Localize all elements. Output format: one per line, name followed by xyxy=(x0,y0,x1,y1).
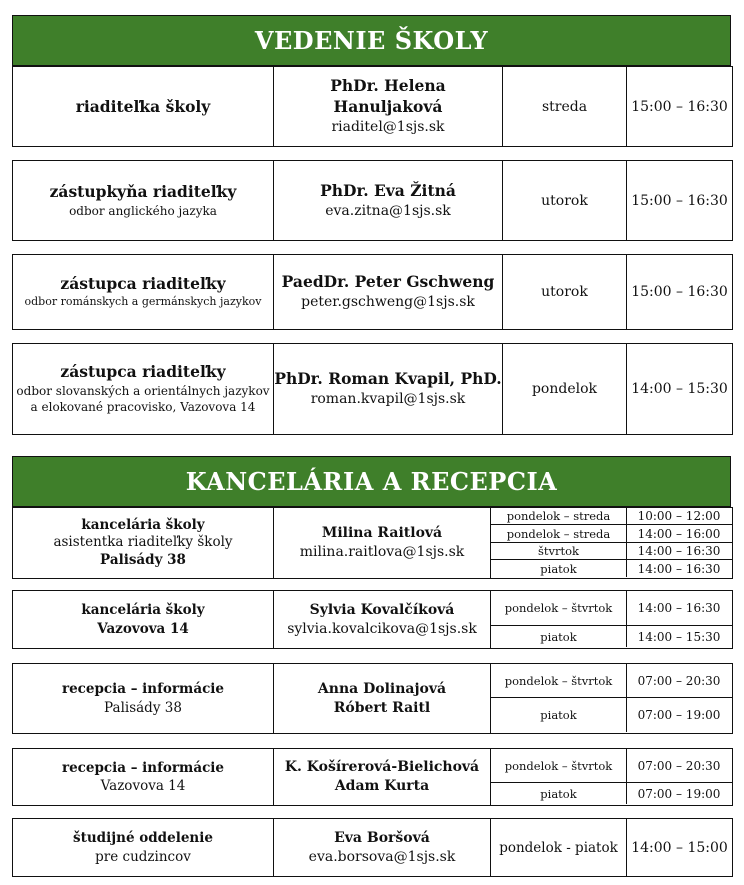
department-label: odbor slovanských a orientálnych jazykov xyxy=(16,384,270,399)
office-sublabel: asistentka riaditeľky školy xyxy=(53,534,233,551)
role-label: riaditeľka školy xyxy=(75,97,211,116)
person-name: Milina Raitlová xyxy=(321,525,443,542)
schedule-time: 07:00 – 20:30 xyxy=(637,758,721,773)
schedule-time: 07:00 – 19:00 xyxy=(637,708,721,722)
schedule-day: pondelok – streda xyxy=(491,508,627,524)
schedule-time: 14:00 – 16:30 xyxy=(637,561,721,576)
schedule-time: 07:00 – 20:30 xyxy=(637,673,721,688)
person-name: Anna Dolinajová xyxy=(317,680,447,697)
schedule-time: 10:00 – 12:00 xyxy=(637,509,721,523)
office-time: 15:00 – 16:30 xyxy=(631,98,728,115)
office-time: 15:00 – 16:30 xyxy=(631,284,728,300)
person-name: Eva Boršová xyxy=(334,829,430,846)
department-label: odbor románskych a germánskych jazykov xyxy=(24,295,262,309)
leader-row xyxy=(12,160,733,241)
schedule-time: 14:00 – 16:30 xyxy=(637,544,721,558)
office-day: streda xyxy=(541,98,588,115)
office-label: kancelária školy xyxy=(81,516,205,533)
office-address: Vazovova 14 xyxy=(97,620,189,637)
person-name: PaedDr. Peter Gschweng xyxy=(281,272,495,292)
role-label: zástupca riaditeľky xyxy=(60,274,226,294)
office-address: Palisády 38 xyxy=(104,699,182,716)
schedule-row xyxy=(491,508,732,525)
email-link[interactable]: sylvia.kovalcikova@1sjs.sk xyxy=(287,620,477,637)
section-header-vedenie xyxy=(12,15,731,66)
schedule-row xyxy=(491,749,732,783)
schedule-row xyxy=(491,543,732,560)
schedule-table xyxy=(491,749,732,805)
schedule-day: pondelok – štvrtok xyxy=(491,591,627,625)
office-label: recepcia – informácie xyxy=(61,681,225,698)
role-label: zástupkyňa riaditeľky xyxy=(49,181,237,201)
schedule-row xyxy=(491,626,732,647)
schedule-table xyxy=(491,591,732,648)
section-header-kancelaria xyxy=(12,456,731,507)
office-address: Palisády 38 xyxy=(100,551,186,568)
schedule-row xyxy=(491,525,732,543)
schedule-row xyxy=(491,698,732,732)
schedule-time: 07:00 – 19:00 xyxy=(637,786,721,801)
department-label: a elokované pracovisko, Vazovova 14 xyxy=(30,400,256,415)
leader-row xyxy=(12,343,733,435)
section-title: VEDENIE ŠKOLY xyxy=(254,26,489,55)
schedule-day: pondelok – štvrtok xyxy=(491,664,627,697)
office-day: pondelok xyxy=(531,381,598,397)
schedule-table xyxy=(491,508,732,578)
email-link[interactable]: eva.borsova@1sjs.sk xyxy=(308,848,456,865)
schedule-time: 14:00 – 16:00 xyxy=(637,526,721,541)
email-link[interactable]: peter.gschweng@1sjs.sk xyxy=(301,294,475,311)
office-row xyxy=(12,507,733,579)
schedule-day: piatok xyxy=(491,698,627,732)
office-sublabel: pre cudzincov xyxy=(95,848,191,865)
schedule-day: pondelok – streda xyxy=(491,525,627,542)
person-name: Sylvia Kovalčíková xyxy=(309,601,455,618)
email-link[interactable]: eva.zitna@1sjs.sk xyxy=(325,202,451,219)
section-title: KANCELÁRIA A RECEPCIA xyxy=(185,467,558,496)
leader-row xyxy=(12,254,733,330)
email-link[interactable]: milina.raitlova@1sjs.sk xyxy=(299,544,465,560)
person-name: PhDr. Roman Kvapil, PhD. xyxy=(274,369,502,389)
leader-row xyxy=(12,66,733,147)
person-name: PhDr. Eva Žitná xyxy=(320,180,456,200)
department-label: odbor anglického jazyka xyxy=(69,203,217,218)
schedule-row xyxy=(491,664,732,698)
office-label: kancelária školy xyxy=(81,602,205,619)
person-name: K. Košírerová-Bielichová xyxy=(284,759,480,776)
email-link[interactable]: riaditel@1sjs.sk xyxy=(331,118,445,135)
schedule-row xyxy=(491,591,732,626)
schedule-row xyxy=(491,560,732,577)
office-time: 14:00 – 15:00 xyxy=(631,839,728,856)
schedule-day: piatok xyxy=(491,626,627,647)
office-row xyxy=(12,663,733,734)
schedule-day: piatok xyxy=(491,783,627,804)
schedule-day: pondelok – štvrtok xyxy=(491,749,627,782)
schedule-time: 14:00 – 15:30 xyxy=(637,629,721,644)
person-name: Adam Kurta xyxy=(334,778,430,794)
office-label: recepcia – informácie xyxy=(61,759,225,776)
schedule-day: piatok xyxy=(491,560,627,577)
schedule-time: 14:00 – 16:30 xyxy=(637,601,721,615)
office-time: 15:00 – 16:30 xyxy=(631,192,728,209)
office-row xyxy=(12,748,733,806)
office-day: utorok xyxy=(541,284,588,300)
office-row xyxy=(12,818,733,877)
schedule-table xyxy=(491,664,732,733)
office-time: 14:00 – 15:30 xyxy=(631,381,728,397)
email-link[interactable]: roman.kvapil@1sjs.sk xyxy=(310,391,466,408)
office-day: pondelok - piatok xyxy=(499,839,618,856)
office-row xyxy=(12,590,733,649)
schedule-day: štvrtok xyxy=(491,543,627,559)
person-name: PhDr. Helena Hanuljaková xyxy=(330,76,446,117)
office-label: študijné oddelenie xyxy=(73,830,213,847)
schedule-row xyxy=(491,783,732,804)
office-day: utorok xyxy=(541,192,588,209)
person-name: Róbert Raitl xyxy=(333,699,431,716)
office-address: Vazovova 14 xyxy=(100,778,186,794)
role-label: zástupca riaditeľky xyxy=(60,362,226,382)
